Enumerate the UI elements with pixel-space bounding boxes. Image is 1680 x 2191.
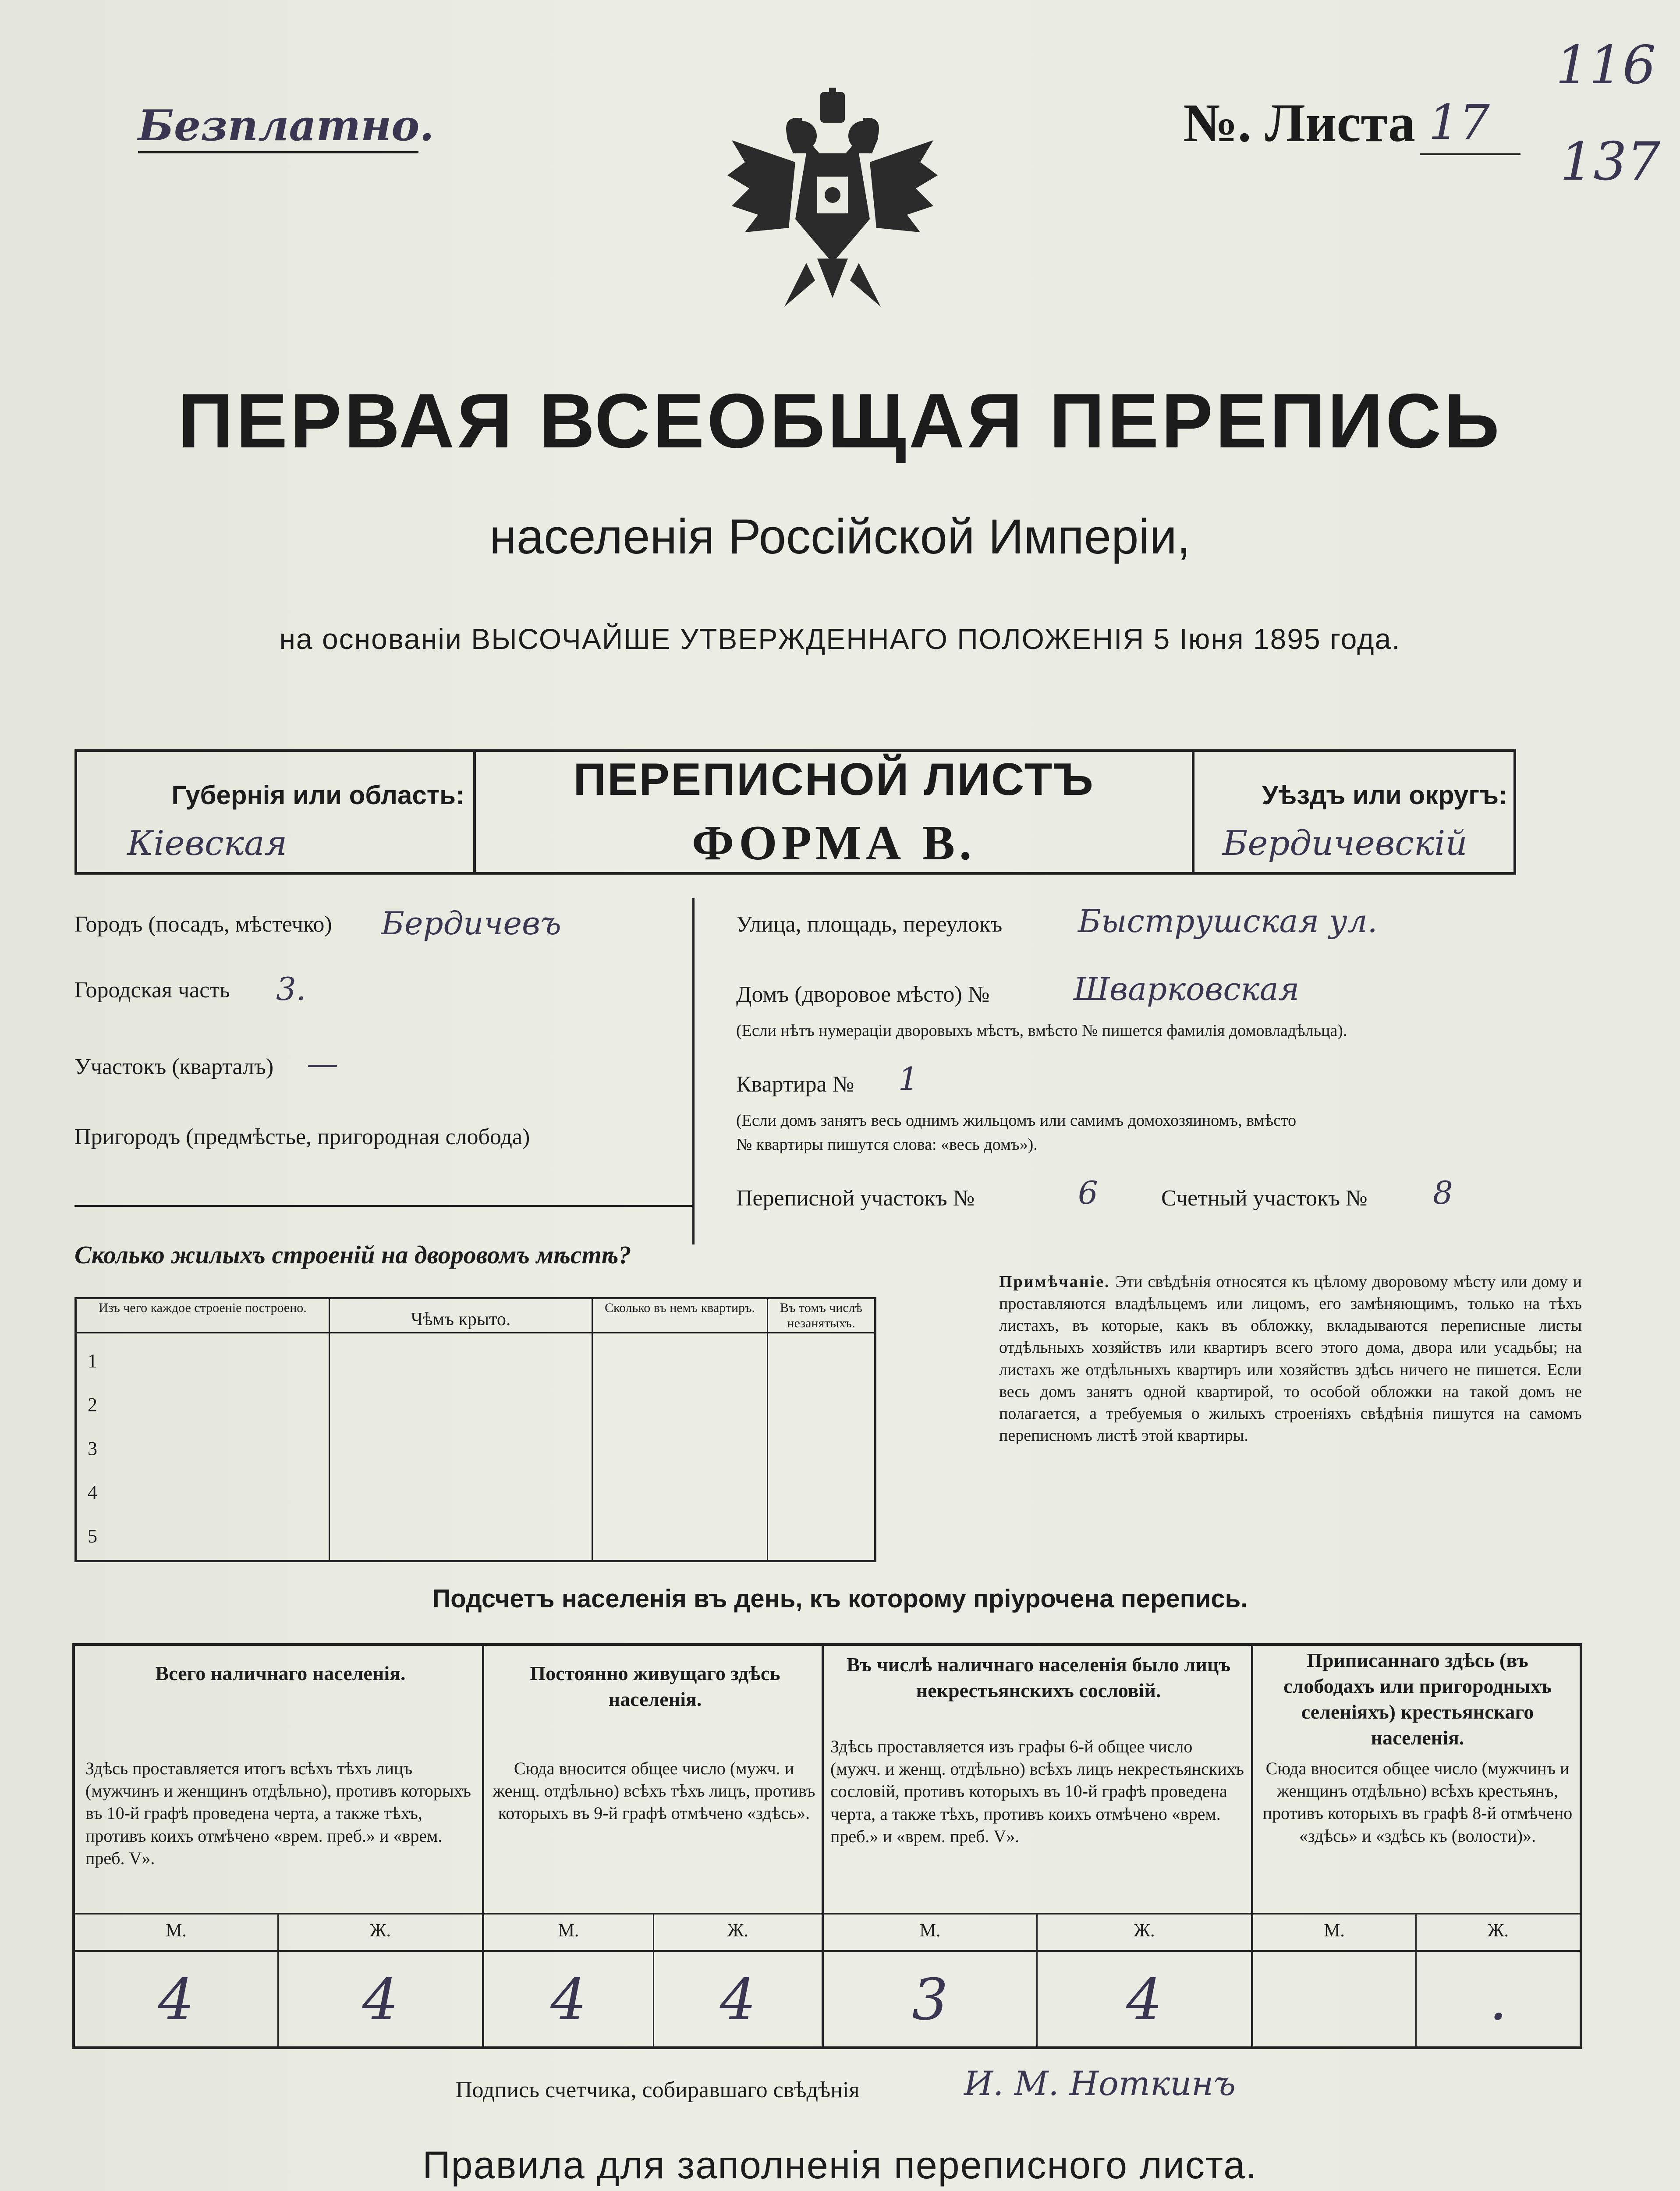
ward-label: Участокъ (кварталъ): [74, 1054, 274, 1079]
buildings-note-text: Эти свѣдѣнія относятся къ цѣлому дворовому мѣсту или дому и проставляются владѣльцемъ или лицомъ, его замѣняющимъ, только на тѣхъ листахъ, въ которые, какъ въ обложку, вкладываются переписные листы отдѣльныхъ хозяйствъ или квартиръ всего этого дома, двора или усадьбы; на листахъ же отдѣльныхъ квартиръ или хозяйствъ здѣсь ничего не пишется. Если весь домъ занятъ одной квартирой, то особой обложки на такой домъ не полагается, а требуемыя о жилыхъ строеніяхъ свѣдѣнія пишутся на самомъ переписномъ листѣ этой квартиры.: [999, 1273, 1582, 1445]
form-box-left: [74, 749, 77, 875]
signature-label: Подпись счетчика, собиравшаго свѣдѣнія: [456, 2078, 860, 2102]
buildings-note-lead: Примѣчаніе.: [999, 1273, 1110, 1291]
pop-value-nonpeasant-male: 3: [912, 1966, 948, 2033]
apartment-label: Квартира №: [736, 1072, 854, 1097]
buildings-table-header-rule: [74, 1332, 876, 1333]
suburb-label: Пригородъ (предмѣстье, пригородная слобода): [74, 1124, 530, 1149]
buildings-col-divider-1: [329, 1297, 330, 1562]
pop-value-permanent-male: 4: [550, 1966, 587, 2033]
imperial-eagle-icon: [719, 88, 946, 316]
street-label: Улица, площадь, переулокъ: [736, 912, 1003, 937]
buildings-row-5: 5: [88, 1525, 97, 1547]
sheet-number-value: 17: [1428, 94, 1490, 150]
archive-number-2: 137: [1560, 131, 1661, 192]
buildings-row-3: 3: [88, 1438, 97, 1459]
signature-value: И. М. Ноткинъ: [964, 2064, 1236, 2103]
district-label: Городская часть: [74, 978, 230, 1003]
buildings-row-4: 4: [88, 1482, 97, 1503]
form-box-bottom: [74, 872, 1516, 875]
form-box-top: [74, 749, 1516, 752]
pop-female-label-4: Ж.: [1487, 1921, 1509, 1941]
buildings-col-apartments: Сколько въ немъ квартиръ.: [604, 1301, 755, 1315]
county-value: Бердичевскій: [1223, 824, 1467, 863]
buildings-table-bottom: [74, 1560, 876, 1562]
buildings-heading: Сколько жилыхъ строеній на дворовомъ мѣстѣ?: [74, 1241, 631, 1269]
pop-col1-text: Здѣсь проставляется итогъ всѣхъ тѣхъ лицъ (мужчинъ и женщинъ отдѣльно), противъ которыхъ въ 10-й графѣ проведена черта, а также тѣхъ, противъ коихъ отмѣчено «врем. преб.» и «врем. преб. V».: [85, 1758, 471, 1868]
buildings-note: [999, 1271, 1582, 1446]
sheet-number-underline: [1420, 153, 1521, 155]
basis-line: на основаніи ВЫСОЧАЙШЕ УТВЕРЖДЕННАГО ПОЛОЖЕНІЯ 5 Іюня 1895 года.: [279, 623, 1401, 655]
population-table-top: [72, 1643, 1582, 1646]
pop-value-peasant-female: .: [1489, 1966, 1507, 2033]
archive-number-1: 116: [1556, 35, 1656, 96]
ward-value: —: [307, 1045, 338, 1082]
pop-female-label-3: Ж.: [1134, 1921, 1155, 1941]
pop-col3-title: Въ числѣ наличнаго населенія было лицъ некрестьянскихъ сословій.: [846, 1653, 1231, 1702]
census-district-value: 6: [1078, 1174, 1098, 1211]
province-label: Губернія или область:: [171, 780, 464, 810]
form-box-right: [1513, 749, 1516, 875]
buildings-col-edge-right: [874, 1297, 876, 1562]
pop-female-label-1: Ж.: [369, 1921, 391, 1941]
street-value: Быструшская ул.: [1078, 903, 1378, 940]
rules-heading: Правила для заполненія переписного листа.: [422, 2143, 1258, 2187]
count-district-label: Счетный участокъ №: [1161, 1186, 1368, 1211]
pop-male-label-2: М.: [558, 1921, 579, 1941]
pop-col4-title: Приписаннаго здѣсь (въ слободахъ или пригородныхъ селеніяхъ) крестьянскаго населенія.: [1283, 1649, 1552, 1749]
buildings-col-edge-left: [74, 1297, 77, 1562]
house-value: Шварковская: [1074, 971, 1300, 1007]
district-value: 3.: [276, 971, 306, 1007]
population-table-value-rule: [72, 1950, 1582, 1952]
pop-male-label-4: М.: [1324, 1921, 1345, 1941]
apartment-value: 1: [898, 1060, 918, 1097]
pop-value-permanent-female: 4: [719, 1966, 756, 2033]
form-type: ФОРМА В.: [691, 816, 976, 870]
page-title: ПЕРВАЯ ВСЕОБЩАЯ ПЕРЕПИСЬ: [178, 378, 1502, 464]
form-title: ПЕРЕПИСНОЙ ЛИСТЪ: [573, 754, 1095, 805]
buildings-col-vacant: Въ томъ числѣ незанятыхъ.: [780, 1301, 862, 1330]
address-divider: [692, 898, 695, 1244]
buildings-col-roof: Чѣмъ крыто.: [411, 1309, 511, 1329]
form-box-divider-2: [1192, 749, 1194, 875]
population-heading: Подсчетъ населенія въ день, къ которому пріурочена перепись.: [432, 1585, 1248, 1613]
city-value: Бердичевъ: [381, 905, 561, 942]
buildings-col-divider-2: [592, 1297, 593, 1562]
buildings-row-1: 1: [88, 1350, 97, 1372]
free-label: Безплатно.: [138, 101, 434, 150]
house-label: Домъ (дворовое мѣсто) №: [736, 982, 990, 1007]
population-table-bottom: [72, 2046, 1582, 2049]
city-label: Городъ (посадъ, мѣстечко): [74, 912, 332, 937]
census-district-label: Переписной участокъ №: [736, 1186, 975, 1211]
population-table-mf-rule: [72, 1913, 1582, 1914]
pop-col3-text: Здѣсь проставляется изъ графы 6-й общее число (мужч. и женщ. отдѣльно) всѣхъ лицъ некрестьянскихъ сословій, противъ которыхъ въ 10-й графѣ проведена черта, а также тѣхъ, противъ коихъ отмѣчено «врем. преб.» и «врем. преб. V».: [830, 1737, 1244, 1846]
buildings-row-2: 2: [88, 1394, 97, 1415]
province-value: Кіевская: [127, 824, 287, 863]
pop-value-total-female: 4: [362, 1966, 399, 2033]
sheet-number-label: №. Листа: [1183, 93, 1415, 153]
pop-value-total-male: 4: [158, 1966, 195, 2033]
pop-col2-text: Сюда вносится общее число (мужч. и женщ. отдѣльно) всѣхъ тѣхъ лицъ, противъ которыхъ въ 9-й графѣ отмѣчено «здѣсь».: [493, 1758, 815, 1823]
address-left-bottom: [74, 1205, 692, 1207]
pop-col4-text: Сюда вносится общее число (мужчинъ и женщинъ отдѣльно) всѣхъ крестьянъ, противъ которыхъ въ графѣ 8-й отмѣчено «здѣсь» и «здѣсь къ (волости)».: [1262, 1758, 1573, 1846]
buildings-col-divider-3: [767, 1297, 768, 1562]
pop-col2-title: Постоянно живущаго здѣсь населенія.: [530, 1662, 780, 1710]
apartment-note-1: (Если домъ занятъ весь однимъ жильцомъ или самимъ домохозяиномъ, вмѣсто: [736, 1111, 1297, 1130]
page-subtitle: населенія Россійской Имперіи,: [489, 509, 1191, 564]
population-edge-right: [1580, 1643, 1582, 2049]
buildings-col-material: Изъ чего каждое строеніе построено.: [99, 1301, 307, 1315]
population-divider-3: [1251, 1643, 1253, 2049]
count-district-value: 8: [1433, 1174, 1453, 1211]
pop-col1-title: Всего наличнаго населенія.: [155, 1662, 406, 1684]
apartment-note-2: № квартиры пишутся слова: «весь домъ»).: [736, 1135, 1038, 1154]
pop-value-nonpeasant-female: 4: [1126, 1966, 1163, 2033]
pop-female-label-2: Ж.: [727, 1921, 749, 1941]
pop-male-label-3: М.: [919, 1921, 941, 1941]
pop-male-label-1: М.: [166, 1921, 187, 1941]
house-note: (Если нѣтъ нумераціи дворовыхъ мѣстъ, вмѣсто № пишется фамилія домовладѣльца).: [736, 1021, 1347, 1040]
county-label: Уѣздъ или округъ:: [1262, 780, 1507, 810]
buildings-table-top: [74, 1297, 876, 1299]
free-underline: [138, 151, 418, 153]
